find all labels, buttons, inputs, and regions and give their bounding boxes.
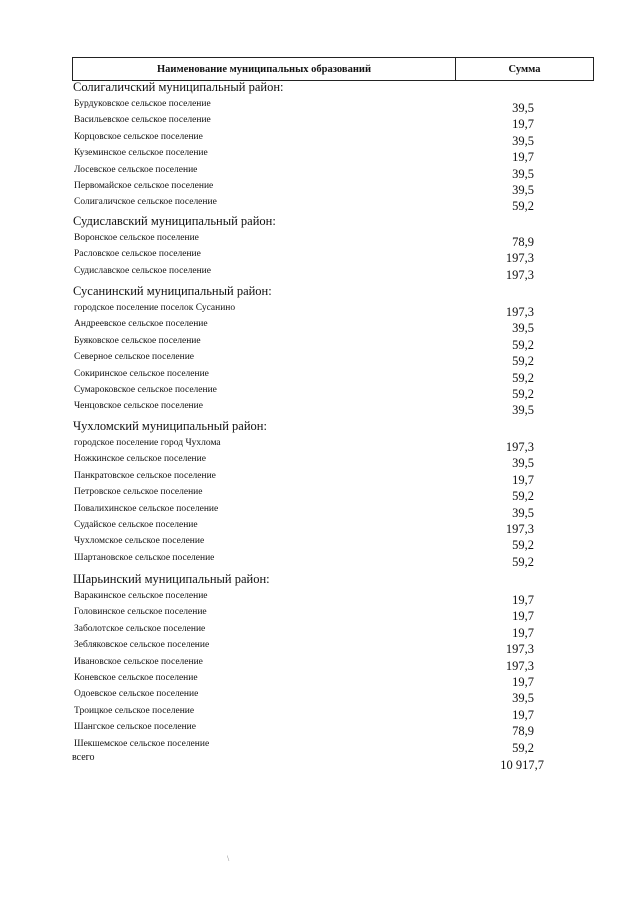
settlement-name: Ченцовское сельское поселение bbox=[74, 401, 203, 412]
settlement-amount: 197,3 bbox=[505, 658, 534, 673]
settlement-name: Зебляковское сельское поселение bbox=[74, 640, 210, 651]
settlement-amount: 39,5 bbox=[512, 456, 534, 471]
settlement-name: Одоевское сельское поселение bbox=[74, 689, 199, 700]
settlement-name: Буяковское сельское поселение bbox=[74, 335, 201, 346]
settlement-name: Сокиринское сельское поселение bbox=[74, 368, 209, 379]
settlement-amount: 39,5 bbox=[512, 133, 534, 148]
settlement-amount: 39,5 bbox=[512, 183, 534, 197]
total-label: всего bbox=[72, 752, 95, 763]
total-value: 10 917,7 bbox=[500, 758, 544, 772]
settlement-amount: 39,5 bbox=[512, 101, 534, 115]
settlement-name: Андреевское сельское поселение bbox=[74, 319, 208, 330]
settlement-name: Северное сельское поселение bbox=[74, 352, 194, 363]
settlement-amount: 39,5 bbox=[512, 321, 534, 336]
settlement-name: Лосевское сельское поселение bbox=[74, 164, 198, 175]
settlement-name: Первомайское сельское поселение bbox=[74, 181, 214, 191]
settlement-name: Ножкинское сельское поселение bbox=[74, 454, 206, 465]
settlement-amount: 59,2 bbox=[512, 387, 534, 401]
settlement-name: Солигаличское сельское поселение bbox=[74, 197, 217, 208]
settlement-name: Головинское сельское поселение bbox=[74, 607, 207, 618]
district-title: Судиславский муниципальный район: bbox=[73, 214, 276, 228]
settlement-amount: 19,7 bbox=[512, 675, 534, 689]
settlement-amount: 39,5 bbox=[512, 166, 534, 181]
settlement-amount: 39,5 bbox=[512, 403, 534, 418]
settlement-amount: 59,2 bbox=[512, 199, 534, 214]
settlement-name: Корцовское сельское поселение bbox=[74, 131, 203, 142]
header-sum-column: Сумма bbox=[508, 63, 541, 75]
scan-mark: \ bbox=[227, 854, 230, 863]
settlement-name: Заболотское сельское поселение bbox=[74, 623, 206, 634]
settlement-name: городское поселение город Чухлома bbox=[74, 438, 221, 448]
settlement-amount: 78,9 bbox=[512, 235, 534, 249]
district-title: Шарьинский муниципальный район: bbox=[73, 572, 270, 586]
settlement-name: Петровское сельское поселение bbox=[74, 487, 203, 498]
settlement-amount: 39,5 bbox=[512, 691, 534, 706]
settlement-amount: 19,7 bbox=[512, 117, 534, 132]
settlement-name: городское поселение поселок Сусанино bbox=[74, 303, 236, 313]
settlement-name: Шартановское сельское поселение bbox=[74, 552, 215, 563]
settlement-name: Сумароковское сельское поселение bbox=[74, 385, 217, 395]
table-header bbox=[72, 57, 594, 81]
district-title: Солигаличский муниципальный район: bbox=[73, 80, 284, 94]
settlement-amount: 59,2 bbox=[512, 489, 534, 504]
settlement-amount: 19,7 bbox=[512, 609, 534, 624]
settlement-name: Судайское сельское поселение bbox=[74, 520, 198, 530]
settlement-name: Бурдуковское сельское поселение bbox=[74, 99, 211, 109]
district-title: Чухломский муниципальный район: bbox=[73, 419, 267, 433]
header-name-column: Наименование муниципальных образований bbox=[73, 58, 456, 80]
settlement-amount: 197,3 bbox=[505, 251, 534, 266]
settlement-amount: 19,7 bbox=[512, 593, 534, 607]
settlement-name: Троицкое сельское поселение bbox=[74, 705, 195, 716]
settlement-name: Ивановское сельское поселение bbox=[74, 656, 203, 667]
settlement-amount: 59,2 bbox=[512, 740, 534, 755]
settlement-amount: 19,7 bbox=[512, 150, 534, 165]
settlement-name: Судиславское сельское поселение bbox=[74, 265, 211, 276]
settlement-amount: 197,3 bbox=[505, 642, 534, 657]
settlement-amount: 59,2 bbox=[512, 370, 534, 385]
settlement-amount: 197,3 bbox=[505, 305, 534, 319]
settlement-name: Васильевское сельское поселение bbox=[74, 115, 211, 126]
settlement-amount: 19,7 bbox=[512, 625, 534, 640]
settlement-name: Воронское сельское поселение bbox=[74, 233, 199, 243]
settlement-amount: 197,3 bbox=[505, 522, 534, 536]
settlement-name: Чухломское сельское поселение bbox=[74, 536, 205, 547]
settlement-name: Расловское сельское поселение bbox=[74, 249, 201, 260]
settlement-amount: 59,2 bbox=[512, 354, 534, 369]
settlement-amount: 78,9 bbox=[512, 724, 534, 739]
settlement-name: Коневское сельское поселение bbox=[74, 673, 198, 683]
settlement-name: Куземинское сельское поселение bbox=[74, 148, 208, 159]
settlement-name: Шангское сельское поселение bbox=[74, 722, 196, 733]
settlement-amount: 197,3 bbox=[505, 267, 534, 282]
settlement-name: Повалихинское сельское поселение bbox=[74, 503, 219, 514]
settlement-amount: 19,7 bbox=[512, 472, 534, 487]
settlement-name: Шекшемское сельское поселение bbox=[74, 738, 210, 749]
district-title: Сусанинский муниципальный район: bbox=[73, 284, 272, 298]
settlement-amount: 197,3 bbox=[505, 440, 534, 454]
settlement-name: Панкратовское сельское поселение bbox=[74, 470, 216, 481]
settlement-name: Варакинское сельское поселение bbox=[74, 591, 208, 601]
settlement-amount: 59,2 bbox=[512, 538, 534, 553]
settlement-amount: 19,7 bbox=[512, 707, 534, 722]
settlement-amount: 59,2 bbox=[512, 337, 534, 352]
settlement-amount: 59,2 bbox=[512, 554, 534, 569]
settlement-amount: 39,5 bbox=[512, 505, 534, 520]
